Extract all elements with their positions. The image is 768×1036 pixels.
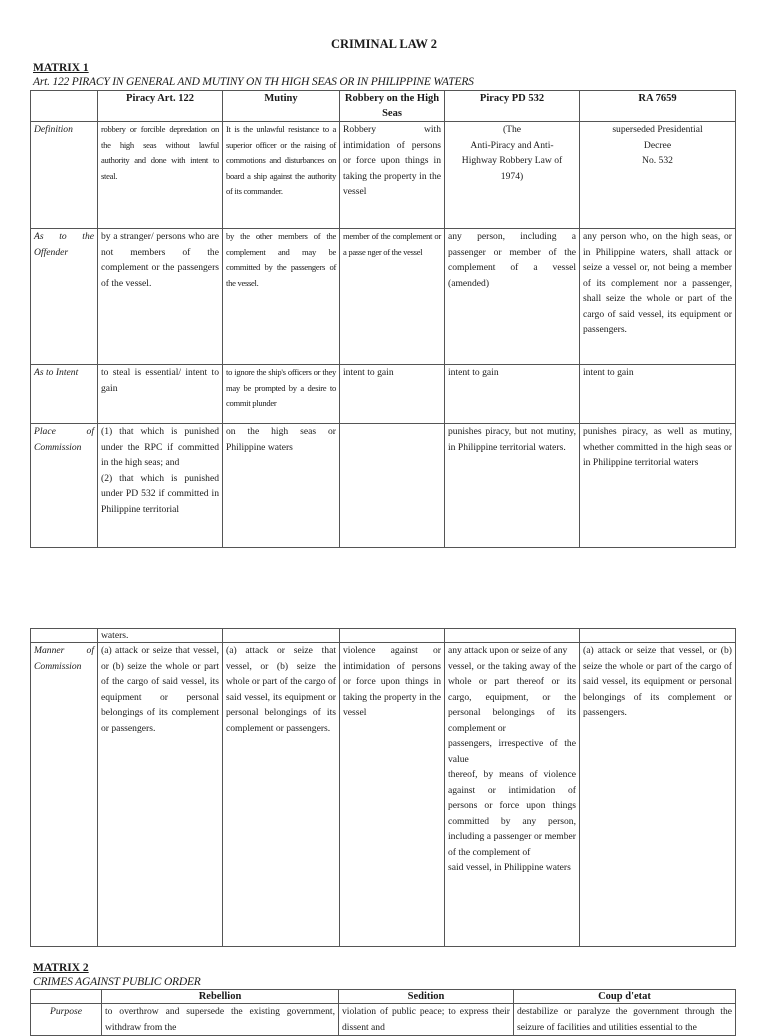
- matrix1-table: [30, 90, 736, 548]
- row-intent: [31, 365, 736, 424]
- row-label-place: Place of Commission: [31, 424, 98, 548]
- cell-intent-piracy: to steal is essential/ intent to gain: [98, 365, 223, 424]
- matrix2-label: MATRIX 2: [33, 962, 89, 974]
- cell-offender-mutiny: by the other members of the complement and may be committed by the passengers of the vessel.: [223, 229, 340, 365]
- cell-place-robbery: [340, 424, 445, 548]
- cell-intent-mutiny: to ignore the ship's officers or they may be prompted by a desire to commit plunder: [223, 365, 340, 424]
- pd532-def-line: (The: [502, 124, 522, 135]
- cell-intent-pd532: intent to gain: [445, 365, 580, 424]
- row-label-manner: Manner of Commission: [31, 643, 98, 947]
- cell-manner-piracy: (a) attack or seize that vessel, or (b) seize the whole or part of the cargo of said vessel, its equipment or personal belongings of its complement or passengers.: [98, 643, 223, 947]
- cell-place-pd532: punishes piracy, but not mutiny, in Philippine territorial waters.: [445, 424, 580, 548]
- cell-manner-robbery: violence against or intimidation of persons or force upon things in taking the property in the vessel: [340, 643, 445, 947]
- cell-definition-piracy: robbery or forcible depredation on the high seas without lawful authority and done with intent to steal.: [98, 122, 223, 229]
- manner-pd532-line: said vessel, in Philippine waters: [448, 862, 571, 873]
- cell-offender-ra7659: any person who, on the high seas, or in Philippine waters, shall attack or seize a vessel or, not being a member of its complement nor a passenger, shall seize the whole or part of the cargo of said vessel, its equipment or passengers.: [580, 229, 736, 365]
- header-piracy-art122: Piracy Art. 122: [98, 91, 223, 122]
- cell-intent-robbery: intent to gain: [340, 365, 445, 424]
- cell-place-cont-label: [31, 629, 98, 643]
- header-rebellion: Rebellion: [102, 990, 339, 1004]
- matrix2-header-corner: [31, 990, 102, 1004]
- manner-pd532-line: thereof, by means of violence against or intimidation of persons or force upon things committed by any person, including a passenger or member of the complement of: [448, 769, 576, 858]
- header-ra7659: RA 7659: [580, 91, 736, 122]
- matrix1-label: MATRIX 1: [33, 62, 89, 74]
- cell-definition-robbery: Robbery with intimidation of persons or force upon things in taking the property in the vessel: [340, 122, 445, 229]
- row-place: [31, 424, 736, 548]
- row-definition: [31, 122, 736, 229]
- cell-place-ra7659: punishes piracy, as well as mutiny, whether committed in the high seas or in Philippine territorial waters: [580, 424, 736, 548]
- cell-offender-robbery: member of the complement or a passe nger of the vessel: [340, 229, 445, 365]
- row-label-purpose: Purpose: [31, 1004, 102, 1036]
- header-coup-detat: Coup d'etat: [514, 990, 736, 1004]
- cell-intent-ra7659: intent to gain: [580, 365, 736, 424]
- manner-pd532-line: any attack upon or seize of any: [448, 645, 568, 656]
- cell-place-piracy: [98, 424, 223, 548]
- row-manner: [31, 643, 736, 947]
- pd532-def-line: Highway Robbery Law of: [461, 155, 563, 166]
- row-offender: [31, 229, 736, 365]
- cell-definition-ra7659: [580, 122, 736, 229]
- ra7659-def-line: superseded Presidential: [612, 124, 703, 135]
- matrix2-header-row: [31, 990, 736, 1004]
- header-mutiny: Mutiny: [223, 91, 340, 122]
- row-purpose: [31, 1004, 736, 1036]
- header-sedition: Sedition: [339, 990, 514, 1004]
- row-label-offender: As to the Offender: [31, 229, 98, 365]
- cell-place-cont-empty: [580, 629, 736, 643]
- pd532-def-line: Anti-Piracy and Anti-: [470, 139, 554, 151]
- document-title: CRIMINAL LAW 2: [330, 37, 438, 51]
- cell-place-cont-empty: [445, 629, 580, 643]
- cell-manner-mutiny: (a) attack or seize that vessel, or (b) seize the whole or part of the cargo of said vessel, its equipment or personal belongings of its complement or passengers.: [223, 643, 340, 947]
- row-place-continued: [31, 629, 736, 643]
- matrix1-subtitle: Art. 122 PIRACY IN GENERAL AND MUTINY ON TH HIGH SEAS OR IN PHILIPPINE WATERS: [33, 76, 474, 88]
- cell-place-cont-empty: [340, 629, 445, 643]
- cell-purpose-sedition: violation of public peace; to express their dissent and: [339, 1004, 514, 1036]
- row-label-intent: As to Intent: [31, 365, 98, 424]
- pd532-def-line: 1974): [500, 170, 524, 182]
- cell-place-mutiny: on the high seas or Philippine waters: [223, 424, 340, 548]
- ra7659-def-line: Decree: [643, 139, 672, 151]
- header-piracy-pd532: Piracy PD 532: [445, 91, 580, 122]
- header-corner: [31, 91, 98, 122]
- cell-manner-ra7659: (a) attack or seize that vessel, or (b) seize the whole or part of the cargo of said vessel, its equipment or personal belongings of its complement or passengers.: [580, 643, 736, 947]
- place-piracy-item: (2) that which is punished under PD 532 if committed in Philippine territorial: [101, 472, 219, 515]
- cell-definition-mutiny: It is the unlawful resistance to a superior officer or the raising of commotions and disturbances on board a ship against the authority of its commander.: [223, 122, 340, 229]
- cell-offender-pd532: any person, including a passenger or member of the complement of a vessel (amended): [445, 229, 580, 365]
- manner-pd532-line: passengers, irrespective of the value: [448, 738, 576, 765]
- cell-definition-pd532: [445, 122, 580, 229]
- cell-place-cont-empty: [223, 629, 340, 643]
- cell-purpose-rebellion: to overthrow and supersede the existing government, withdraw from the: [102, 1004, 339, 1036]
- manner-pd532-line: vessel, or the taking away of the whole or part thereof or its cargo, equipment, or the personal belongings of its complement or: [448, 660, 576, 734]
- matrix2-table: [30, 989, 736, 1036]
- place-piracy-item: (1) that which is punished under the RPC if committed in the high seas; and: [101, 426, 219, 468]
- ra7659-def-line: No. 532: [642, 155, 673, 166]
- cell-offender-piracy: by a stranger/ persons who are not members of the complement or the passengers of the vessel.: [98, 229, 223, 365]
- row-label-definition: Definition: [31, 122, 98, 229]
- cell-place-cont-piracy: waters.: [98, 629, 223, 643]
- cell-purpose-coup: destabilize or paralyze the government through the seizure of facilities and utilities essential to the: [514, 1004, 736, 1036]
- matrix1-continuation-table: [30, 628, 736, 947]
- header-robbery-high-seas: Robbery on the High Seas: [340, 91, 445, 122]
- matrix2-subtitle: CRIMES AGAINST PUBLIC ORDER: [33, 976, 201, 988]
- cell-manner-pd532: [445, 643, 580, 947]
- matrix1-header-row: [31, 91, 736, 122]
